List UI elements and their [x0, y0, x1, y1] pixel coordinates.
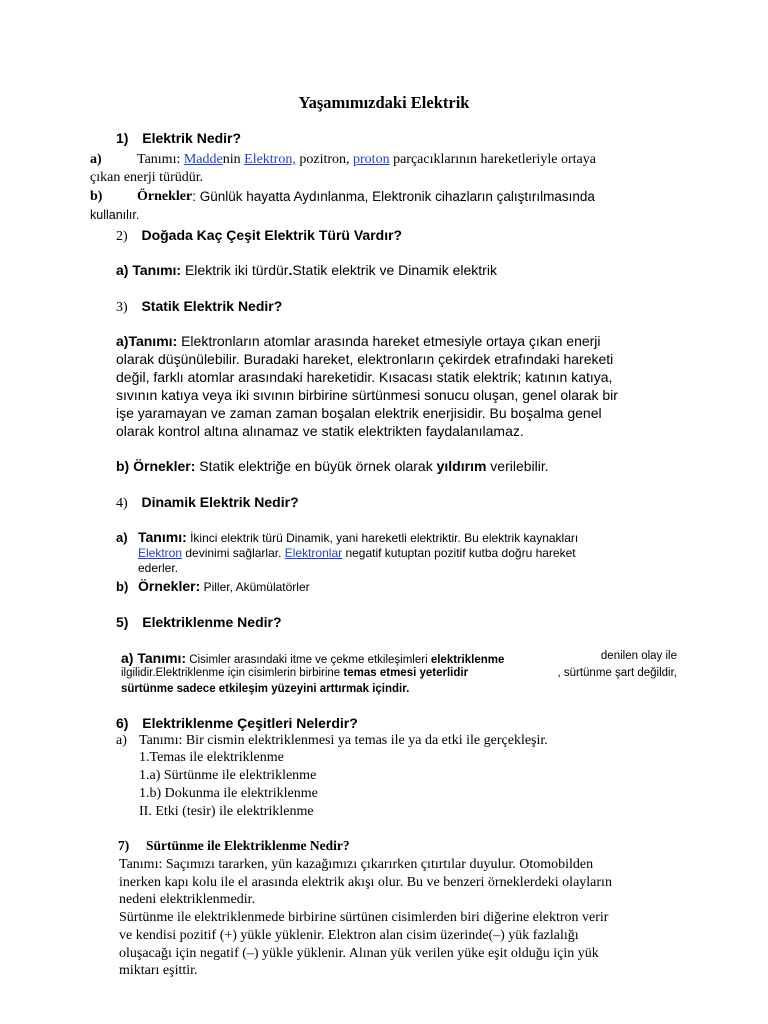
section-5-title: Elektriklenme Nedir?	[142, 614, 282, 630]
section-1-a-text	[137, 152, 596, 168]
section-7-heading	[118, 838, 350, 854]
page-title: Yaşamımızdaki Elektrik	[298, 93, 470, 112]
section-6-item-4: II. Etki (tesir) ile elektriklenme	[139, 804, 314, 819]
examples-label: Örnekler	[137, 189, 193, 204]
text-fragment: Cisimler arasındaki itme ve çekme etkileşimleri	[186, 654, 431, 666]
text-fragment: .	[288, 262, 293, 278]
text-fragment: parçacıklarının hareketleriyle ortaya	[389, 152, 596, 167]
item-label: a)	[90, 152, 102, 167]
link-madde[interactable]: Madde	[183, 152, 223, 167]
section-6-a-text: Tanımı: Bir cismin elektriklenmesi ya temas ile ya da etki ile gerçekleşir.	[139, 733, 548, 748]
section-2-number: 2)	[116, 229, 128, 244]
section-1-b-text	[137, 189, 653, 205]
section-4-a-line2	[138, 546, 576, 560]
justified-line	[137, 189, 653, 205]
bold-text: elektriklenme	[430, 654, 505, 666]
item-label: b)	[116, 579, 129, 594]
section-1-number: 1)	[116, 130, 129, 146]
section-4-b-label	[116, 579, 128, 594]
section-7-title: Sürtünme ile Elektriklenme Nedir?	[146, 838, 350, 853]
definition-label: a)Tanımı:	[116, 333, 178, 349]
text-fragment: denilen olay ile	[600, 650, 677, 662]
item-label: a)	[116, 530, 128, 545]
section-2-heading	[116, 227, 402, 245]
definition-label: Tanımı	[137, 152, 177, 167]
section-3-a-line4: sıvının katıya veya iki sıvının birbirine sürtünmesi sonucu oluşan, genel olarak bir	[116, 387, 618, 403]
text-fragment: Statik elektrik ve Dinamik elektrik	[292, 262, 497, 278]
section-3-a-line2: olarak düşünülebilir. Buradaki hareket, elektronların çekirdek etrafındaki hareketi	[116, 351, 614, 367]
section-6-heading	[116, 715, 358, 731]
section-7-line-7: miktarı eşittir.	[119, 963, 198, 978]
section-4-title: Dinamik Elektrik Nedir?	[141, 494, 299, 510]
section-7-line-6: oluşacağı için negatif (–) yükle yüklenir. Alınan yük verilen yüke eşit olduğu için yük	[119, 946, 599, 961]
link-elektron[interactable]: Elektron	[138, 546, 183, 560]
examples-text: : Günlük hayatta Aydınlanma, Elektronik cihazların çalıştırılmasında	[192, 189, 595, 204]
section-1-b-label	[90, 189, 102, 205]
section-6-item-2: 1.a) Sürtünme ile elektriklenme	[139, 768, 317, 783]
justified-line	[121, 667, 677, 679]
section-3-b	[116, 458, 549, 474]
section-6-title: Elektriklenme Çeşitleri Nelerdir?	[142, 715, 358, 731]
section-5-heading	[116, 614, 282, 630]
section-6-a-label: a)	[116, 733, 127, 748]
section-6-item-1: 1.Temas ile elektriklenme	[139, 750, 284, 765]
section-3-a-line3: değil, farklı atomlar arasındaki hareketidir. Kısacası statik elektrik; katının katıya,	[116, 369, 613, 385]
section-4-a-line3: ederler.	[138, 561, 179, 575]
text-fragment: Elektronların atomlar arasında hareket etmesiyle ortaya çıkan enerji	[177, 333, 601, 349]
examples-label: Örnekler:	[138, 578, 201, 594]
text-fragment: verilebilir.	[486, 458, 549, 474]
section-4-a-line1	[138, 529, 578, 545]
section-1-heading	[116, 130, 241, 146]
section-3-a-line6: olarak kontrol altına alınamaz ve statik elektrikten faydalanılamaz.	[116, 423, 524, 439]
section-5-number: 5)	[116, 614, 129, 630]
section-4-a-label	[116, 530, 128, 545]
section-2-a	[116, 262, 497, 278]
justified-line	[121, 650, 677, 666]
text-fragment: Piller, Akümülatörler	[200, 580, 310, 594]
section-1-a-line1	[90, 152, 102, 168]
text-fragment: Elektrik iki türdür	[181, 262, 289, 278]
section-7-line-2: inerken kapı kolu ile el arasında elektrik akışı olur. Bu ve benzeri örneklerdeki olayların	[119, 875, 612, 890]
section-3-a-line5: işe yaramayan ve zaman zaman boşalan elektrik enerjisidir. Bu boşalma genel	[116, 405, 602, 421]
section-4-heading	[116, 494, 299, 512]
text-fragment: , sürtünme şart değildir,	[557, 667, 677, 679]
section-4-b-text	[138, 578, 310, 594]
link-elektron[interactable]: Elektron,	[244, 152, 296, 167]
text-fragment: nin	[222, 152, 245, 167]
link-proton[interactable]: proton	[353, 152, 390, 167]
text-fragment: Statik elektriğe en büyük örnek olarak	[195, 458, 437, 474]
section-7-line-5: ve kendisi pozitif (+) yükle yüklenir. Elektron alan cisim üzerinde(–) yük fazlalığı	[119, 928, 579, 943]
definition-label: a) Tanımı:	[116, 262, 182, 278]
colon-text: :	[176, 152, 184, 167]
text-fragment: ilgilidir.Elektriklenme için cisimlerin birbirine	[121, 667, 344, 679]
section-1-b-line2: kullanılır.	[90, 208, 140, 222]
section-7-line-3: nedeni elektriklenmedir.	[119, 892, 256, 907]
section-1-title: Elektrik Nedir?	[142, 130, 242, 146]
section-7-line-1: Tanımı: Saçımızı tararken, yün kazağımızı çıkarırken çıtırtılar duyulur. Otomobilden	[119, 857, 594, 872]
text-fragment: pozitron,	[295, 152, 354, 167]
section-4-number: 4)	[116, 496, 128, 511]
section-7-line-4: Sürtünme ile elektriklenmede birbirine sürtünen cisimlerden biri diğerine elektron verir	[119, 910, 609, 925]
section-2-title: Doğada Kaç Çeşit Elektrik Türü Vardır?	[141, 227, 403, 243]
section-6-item-3: 1.b) Dokunma ile elektriklenme	[139, 786, 318, 801]
section-5-a-line2	[121, 667, 677, 679]
section-3-a-line1	[116, 333, 601, 349]
section-7-number: 7)	[118, 838, 130, 853]
section-6-number: 6)	[116, 715, 129, 731]
item-label: b)	[90, 189, 103, 204]
section-1-a-line2: çıkan enerji türüdür.	[90, 170, 204, 185]
definition-label: Tanımı:	[138, 529, 187, 545]
section-3-heading	[116, 298, 282, 316]
link-elektronlar[interactable]: Elektronlar	[284, 546, 343, 560]
section-3-number: 3)	[116, 300, 128, 315]
section-5-a-line1	[121, 650, 677, 666]
text-fragment: İkinci elektrik türü Dinamik, yani hareketli elektriktir. Bu elektrik kaynakları	[186, 531, 579, 545]
section-5-a-line3: sürtünme sadece etkileşim yüzeyini arttırmak içindir.	[121, 683, 410, 695]
examples-label: b) Örnekler:	[116, 458, 196, 474]
definition-label: a) Tanımı:	[121, 650, 187, 666]
bold-text: yıldırım	[436, 458, 487, 474]
bold-text: temas etmesi yeterlidir	[343, 667, 469, 679]
section-3-title: Statik Elektrik Nedir?	[141, 298, 283, 314]
text-fragment: devinimi sağlarlar.	[182, 546, 285, 560]
text-fragment: negatif kutuptan pozitif kutba doğru hareket	[342, 546, 576, 560]
